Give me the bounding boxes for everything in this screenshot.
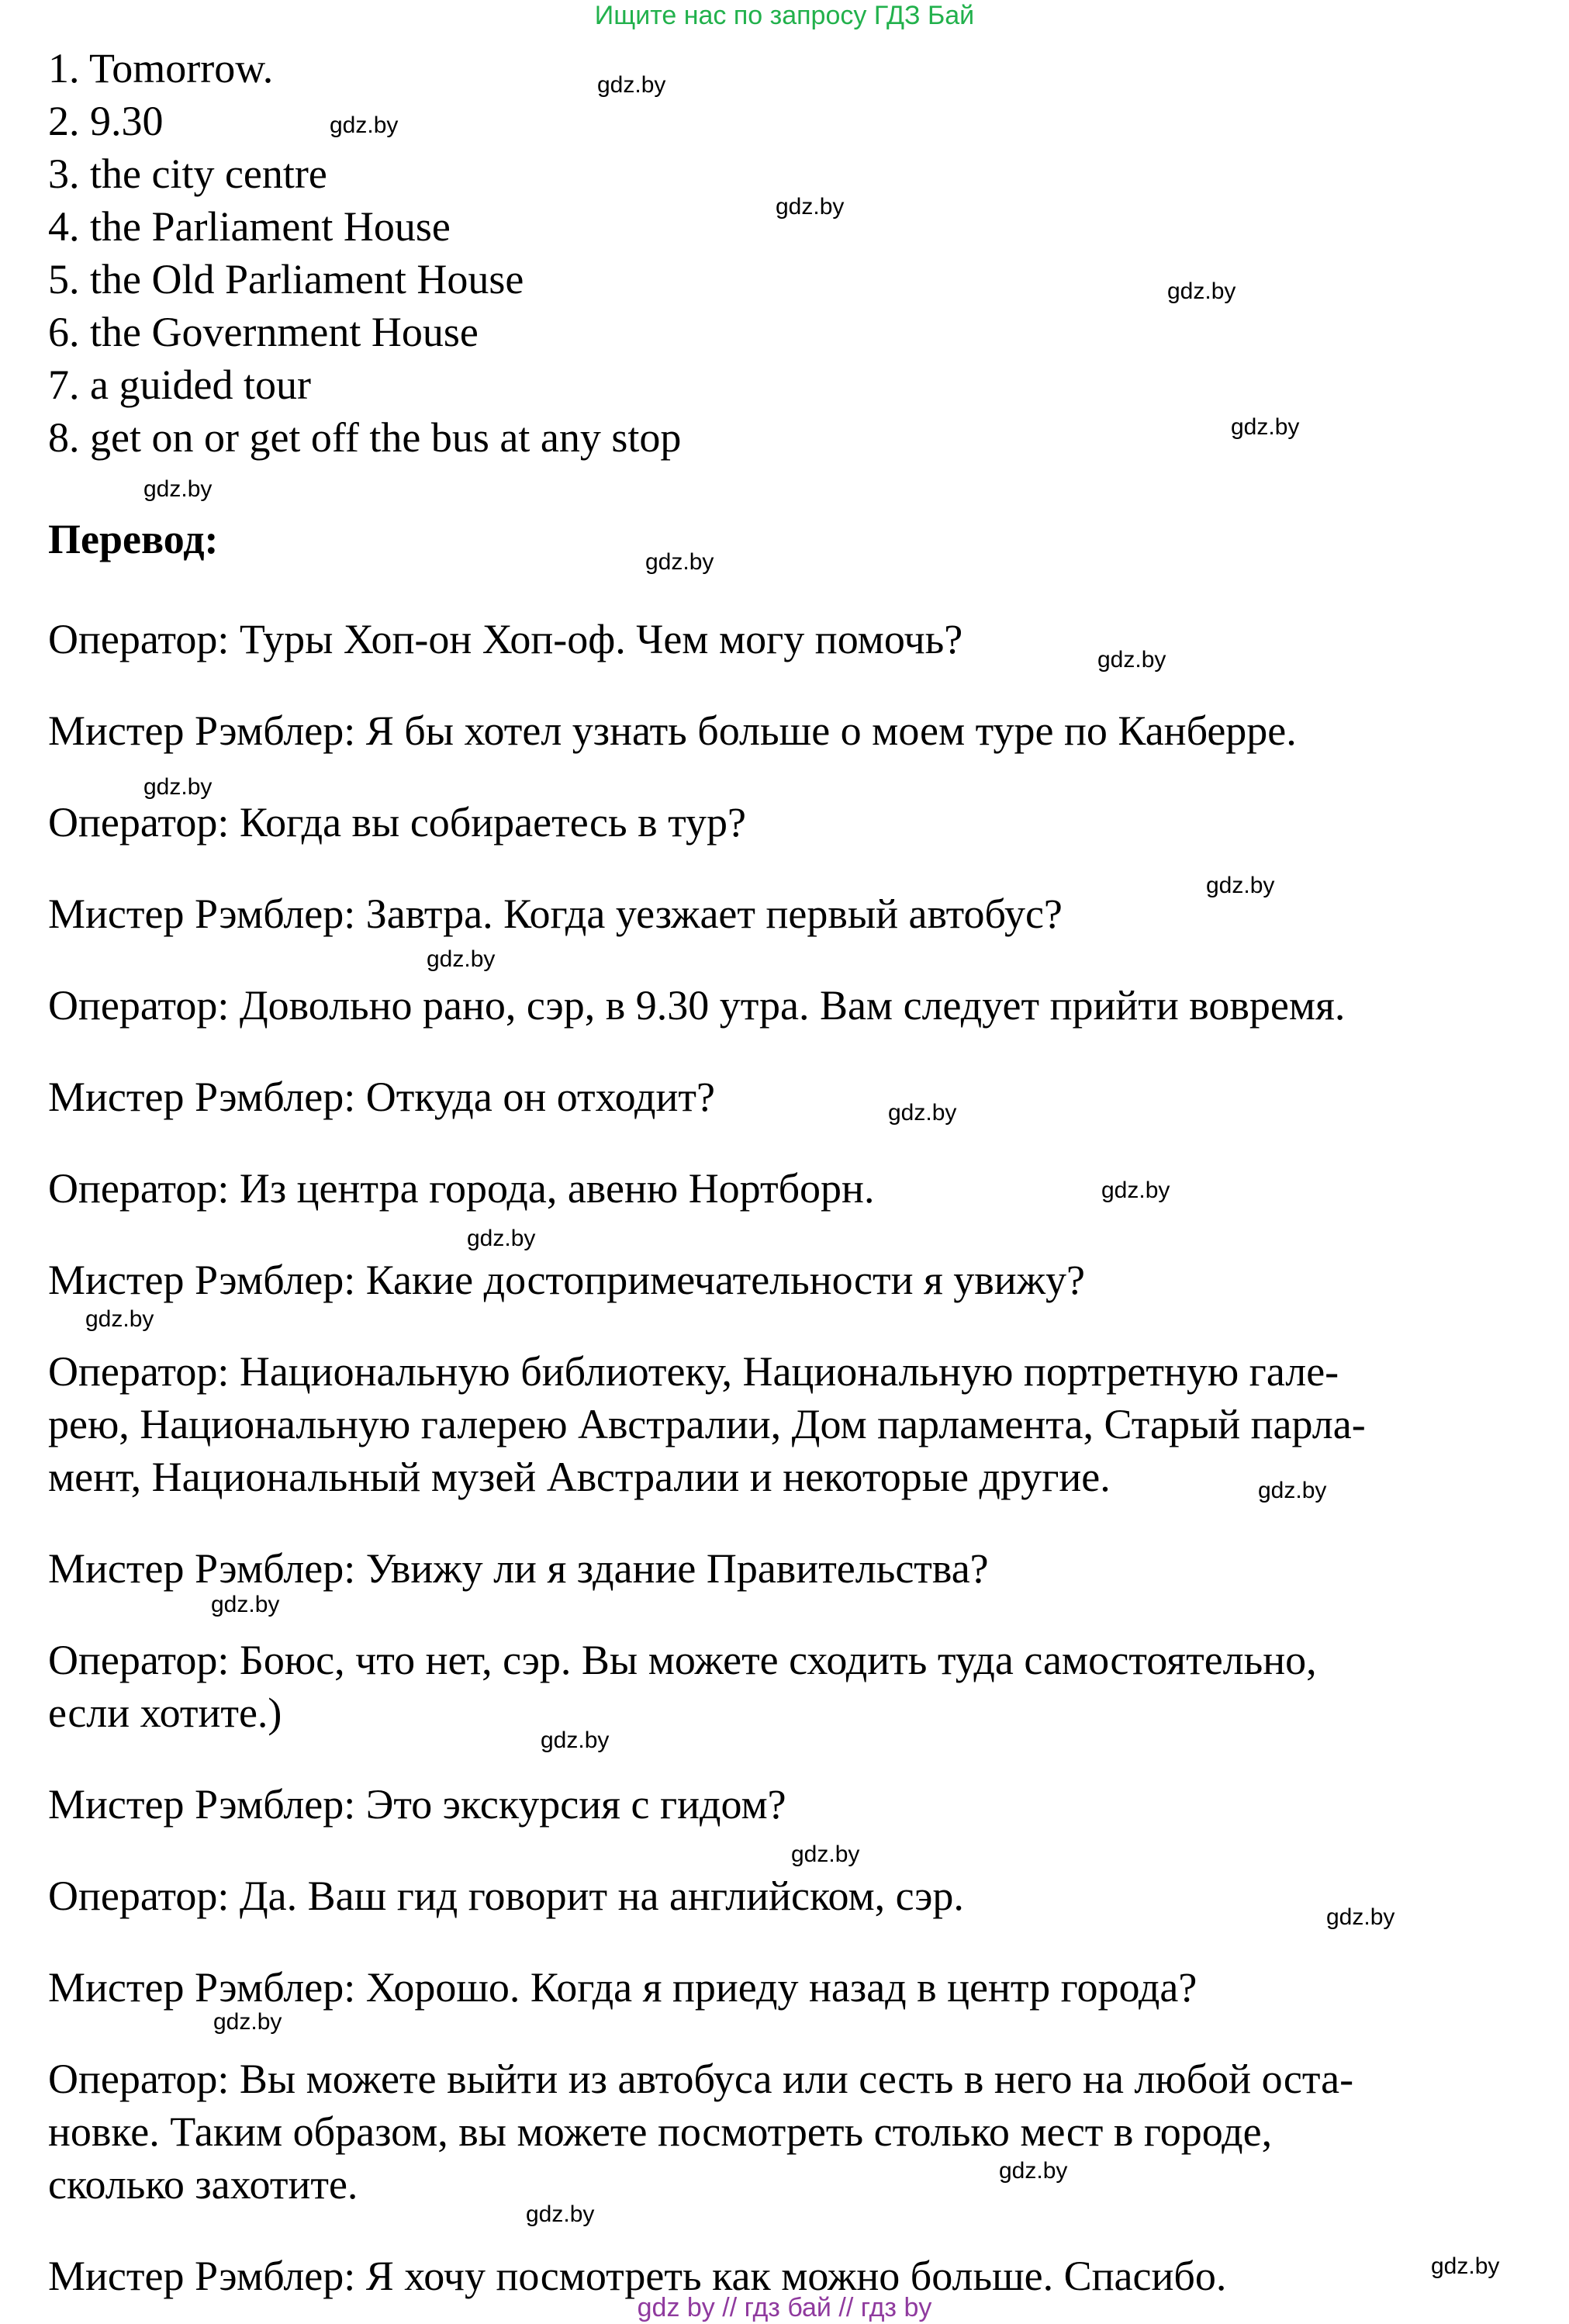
watermark: gdz.by — [1326, 1904, 1395, 1930]
dialogue-line: Мистер Рэмблер: Увижу ли я здание Правительства? — [48, 1545, 989, 1592]
watermark: gdz.by — [143, 774, 213, 800]
answer-item: 7. a guided tour — [48, 361, 311, 408]
watermark: gdz.by — [427, 946, 496, 972]
answer-item: 2. 9.30 — [48, 98, 164, 144]
dialogue-line: Оператор: Да. Ваш гид говорит на английском, сэр. — [48, 1873, 964, 1919]
dialogue-line: если хотите.) — [48, 1689, 282, 1736]
watermark: gdz.by — [1101, 1178, 1170, 1203]
answer-item: 8. get on or get off the bus at any stop — [48, 414, 682, 461]
dialogue-line: Мистер Рэмблер: Я бы хотел узнать больше о моем туре по Канберре. — [48, 707, 1297, 754]
dialogue-line: новке. Таким образом, вы можете посмотреть столько мест в городе, — [48, 2108, 1273, 2155]
watermark: gdz.by — [541, 1727, 610, 1753]
dialogue-line: Мистер Рэмблер: Откуда он отходит? — [48, 1074, 715, 1120]
dialogue-line: Оператор: Довольно рано, сэр, в 9.30 утра. Вам следует прийти вовремя. — [48, 982, 1346, 1029]
dialogue-line: Оператор: Когда вы собираетесь в тур? — [48, 799, 746, 846]
bottom-banner[interactable]: gdz by // гдз бай // гдз by — [637, 2293, 932, 2322]
dialogue-line: Оператор: Вы можете выйти из автобуса или сесть в него на любой оста- — [48, 2056, 1354, 2102]
watermark: gdz.by — [1206, 873, 1275, 898]
dialogue-line: мент, Национальный музей Австралии и некоторые другие. — [48, 1454, 1111, 1500]
dialogue-line: Мистер Рэмблер: Я хочу посмотреть как можно больше. Спасибо. — [48, 2253, 1227, 2299]
watermark: gdz.by — [597, 72, 666, 98]
dialogue-line: Мистер Рэмблер: Это экскурсия с гидом? — [48, 1781, 786, 1828]
dialogue-line: Оператор: Туры Хоп-он Хоп-оф. Чем могу помочь? — [48, 616, 963, 662]
watermark: gdz.by — [776, 194, 845, 220]
answer-item: 6. the Government House — [48, 309, 479, 355]
watermark: gdz.by — [1258, 1478, 1327, 1503]
watermark: gdz.by — [888, 1100, 957, 1126]
watermark: gdz.by — [330, 112, 399, 138]
dialogue-line: Оператор: Боюс, что нет, сэр. Вы можете сходить туда самостоятельно, — [48, 1637, 1317, 1683]
watermark: gdz.by — [1167, 278, 1236, 304]
answer-item: 4. the Parliament House — [48, 203, 451, 250]
watermark: gdz.by — [467, 1226, 536, 1251]
watermark: gdz.by — [143, 476, 213, 502]
answer-item: 5. the Old Parliament House — [48, 256, 524, 303]
dialogue-line: Оператор: Национальную библиотеку, Национальную портретную гале- — [48, 1348, 1339, 1395]
dialogue-line: рею, Национальную галерею Австралии, Дом парламента, Старый парла- — [48, 1401, 1366, 1447]
answer-item: 1. Tomorrow. — [48, 45, 274, 92]
dialogue-line: сколько захотите. — [48, 2161, 358, 2208]
watermark: gdz.by — [1097, 647, 1166, 673]
watermark: gdz.by — [645, 549, 714, 575]
watermark: gdz.by — [1231, 414, 1300, 440]
top-banner[interactable]: Ищите нас по запросу ГДЗ Бай — [594, 1, 975, 30]
watermark: gdz.by — [999, 2158, 1068, 2184]
watermark: gdz.by — [211, 1592, 280, 1617]
dialogue-line: Мистер Рэмблер: Завтра. Когда уезжает первый автобус? — [48, 891, 1063, 937]
watermark: gdz.by — [791, 1842, 860, 1867]
dialogue-line: Мистер Рэмблер: Хорошо. Когда я приеду назад в центр города? — [48, 1964, 1197, 2011]
translation-heading: Перевод: — [48, 516, 219, 562]
watermark: gdz.by — [213, 2009, 282, 2035]
watermark: gdz.by — [85, 1306, 154, 1332]
dialogue-line: Мистер Рэмблер: Какие достопримечательности я увижу? — [48, 1257, 1085, 1303]
watermark: gdz.by — [526, 2201, 595, 2227]
dialogue-line: Оператор: Из центра города, авеню Нортборн. — [48, 1165, 875, 1212]
watermark: gdz.by — [1431, 2253, 1500, 2279]
answer-item: 3. the city centre — [48, 150, 327, 197]
